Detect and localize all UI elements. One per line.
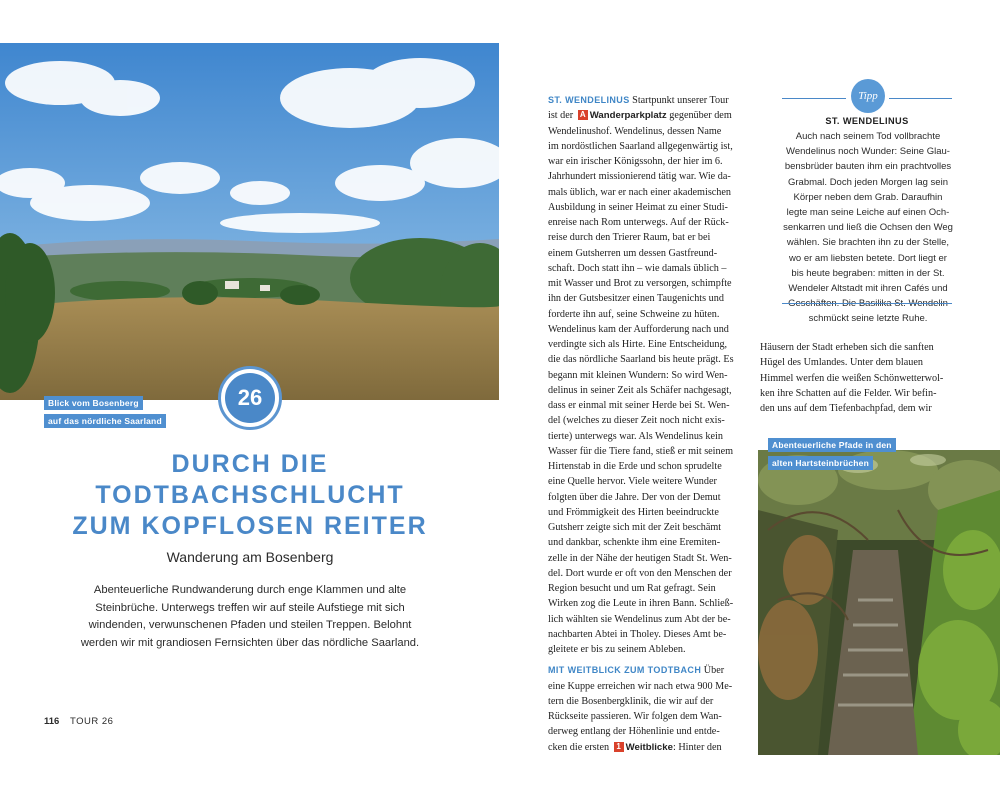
text-line: Ausbildung in seiner Heimat zu einer Studi- bbox=[548, 201, 728, 213]
text-line: enreise nach Rom unterwegs. Auf der Rück- bbox=[548, 217, 729, 228]
tipp-badge-text: Tipp bbox=[858, 90, 878, 102]
text-line: einem Gutsherren um dessen Gastfreund- bbox=[548, 247, 718, 259]
tip-box-rule-top-right bbox=[889, 98, 952, 99]
text-line: Rückseite passieren. Wir folgen dem Wan- bbox=[548, 711, 722, 722]
main-text-column bbox=[548, 93, 742, 755]
text-line: eine Quelle hervor. Viele weitere Wunder bbox=[548, 476, 717, 488]
tour-number-badge bbox=[218, 366, 282, 430]
text-span: cken die ersten bbox=[548, 741, 610, 753]
text-line: Wendelinushof. Wendelinus, dessen Name bbox=[548, 125, 722, 137]
text-line: del (welches zu dieser Zeit noch nicht exis- bbox=[548, 415, 725, 427]
text-line: verdingte sich als Hirte. Eine Entscheidung, bbox=[548, 339, 728, 350]
text-line: Wendelinus kam der Aufforderung nach und bbox=[548, 323, 729, 335]
text-line: Region besucht und um Rat gefragt. Sein bbox=[548, 583, 716, 594]
text-line: Wasser für die Tiere fand, stieß er mit seinem bbox=[548, 445, 734, 457]
text-line: Gutsherr zeigte sich mit der Zeit beschämt bbox=[548, 522, 722, 533]
tip-line: schmückt seine letzte Ruhe. bbox=[808, 313, 928, 325]
text-line: dass er einmal mit seiner Herde bei St. Wen- bbox=[548, 400, 730, 411]
intro-line: Abenteuerliche Rundwanderung durch enge Klammen und alte bbox=[93, 584, 407, 596]
text-line: im nordöstlichen Saarland allgegenwärtig ist, bbox=[548, 140, 733, 152]
caption-line: alten Hartsteinbrüchen bbox=[768, 456, 873, 470]
caption-line: auf das nördliche Saarland bbox=[44, 414, 166, 428]
parking-label: Wanderparkplatz bbox=[589, 110, 667, 122]
text-line: zelle in der Nähe der heutigen Stadt St. Wen- bbox=[548, 552, 732, 564]
tip-line: senkarren und ließ die Ochsen den Weg bbox=[783, 222, 953, 234]
page-number: 116 bbox=[44, 716, 60, 727]
section-heading: ST. WENDELINUS bbox=[548, 95, 630, 105]
intro-line: windenden, verwunschenen Pfaden und steilen Treppen. Belohnt bbox=[88, 619, 412, 631]
text-line: reise durch den Trierer Raum, bat er bei bbox=[548, 232, 711, 244]
text-line: tern die Bosenbergklinik, die wir auf der bbox=[548, 695, 714, 707]
text-line: del. Dort wurde er oft von den Menschen der bbox=[548, 567, 732, 579]
text-line: eine Kuppe erreichen wir nach etwa 900 Me- bbox=[548, 680, 733, 692]
text-line: Hirtenstab in die Erde und schon sprudelte bbox=[548, 461, 722, 472]
intro-text bbox=[20, 582, 480, 652]
page-footer bbox=[44, 716, 113, 727]
text-line: forderte ihn auf, seine Schweine zu hüten. bbox=[548, 308, 720, 320]
text-line: folgten über die Jahre. Der von der Demut bbox=[548, 491, 721, 503]
right-text-column bbox=[760, 340, 960, 416]
intro-line: Steinbrüche. Unterwegs treffen wir auf steile Aufstiege mit sich bbox=[95, 601, 405, 614]
text-span: gegenüber dem bbox=[669, 110, 732, 122]
text-line: tierte) unterwegs war. Als Wendelinus kein bbox=[548, 430, 723, 442]
title-line: DURCH DIE bbox=[171, 450, 329, 478]
tip-line: Wendelinus noch Wunder: Seine Glau- bbox=[786, 146, 950, 158]
marker-1: 1 bbox=[614, 742, 624, 752]
section-heading: MIT WEITBLICK ZUM TODTBACH bbox=[548, 665, 702, 676]
text-line: gleitete er bis zu seinem Ableben. bbox=[548, 644, 686, 655]
text-line: derweg entlang der Höhenlinie und entde- bbox=[548, 726, 720, 738]
tipp-badge bbox=[851, 79, 885, 113]
tip-line: wo er am liebsten betete. Dort liegt er bbox=[789, 252, 947, 264]
forest-photo bbox=[758, 450, 1000, 755]
landscape-photo-caption bbox=[44, 393, 166, 429]
text-line: lich wählten sie Wendelinus zum Abt der be- bbox=[548, 613, 731, 625]
text-line: war ein irischer Königssohn, der hier im 6. bbox=[548, 156, 723, 167]
tip-line: wählen. Sie brachten ihn zu der Stelle, bbox=[786, 237, 950, 249]
text-line: delinus in seiner Zeit als Schäfer nachgesagt, bbox=[548, 384, 732, 396]
tip-box-heading: ST. WENDELINUS bbox=[825, 116, 909, 126]
caption-line: Blick vom Bosenberg bbox=[44, 396, 143, 410]
text-line: und Frömmigkeit des Hirten beeindruckte bbox=[548, 506, 719, 518]
tip-line: legte man seine Leiche auf einen Och- bbox=[786, 207, 950, 219]
weitblicke-label: Weitblicke bbox=[625, 741, 673, 753]
tip-line: Wendeler Altstadt mit ihren Cafés und bbox=[788, 283, 948, 295]
footer-label: TOUR 26 bbox=[69, 716, 114, 727]
text-span: ist der bbox=[548, 110, 574, 122]
text-line: Himmel werfen die weißen Schönwetterwol- bbox=[760, 372, 944, 384]
text-line: Jahrhundert missionierend tätig war. Wie da- bbox=[548, 171, 731, 183]
title-line: TODTBACHSCHLUCHT bbox=[95, 481, 405, 509]
title-line: ZUM KOPFLOSEN REITER bbox=[72, 512, 428, 540]
tip-box-rule-top-left bbox=[782, 98, 846, 99]
text-line: begann mit kleinen Wundern: So wird Wen- bbox=[548, 369, 728, 381]
caption-line: Abenteuerliche Pfade in den bbox=[768, 438, 896, 452]
text-line: schaft. Doch statt ihn – wie damals üblich – bbox=[548, 262, 727, 274]
text-line: Wirken zog die Leute in ihren Bann. Schließ- bbox=[548, 598, 734, 610]
text-line: Hügel des Umlandes. Unter dem blauen bbox=[760, 357, 923, 369]
tip-line: Grabmal. Doch jeden Morgen lag sein bbox=[787, 176, 948, 188]
text-span: : Hinter den bbox=[672, 741, 722, 753]
tip-box-rule-bottom bbox=[782, 303, 952, 304]
tip-line: Körper neben dem Grab. Daraufhin bbox=[793, 191, 943, 203]
forest-photo-caption bbox=[768, 435, 896, 471]
marker-a: A bbox=[578, 110, 588, 120]
text-line: nachbarten Abtei in Tholey. Dieses Amt be- bbox=[548, 628, 727, 640]
tip-line: bensbrüder bauten ihm ein prachtvolles bbox=[784, 161, 952, 173]
text-line: mit Wasser und Brot zu versorgen, schimpfte bbox=[548, 278, 732, 289]
text-line: ihn der Gutsbesitzer einen Taugenichts und bbox=[548, 293, 724, 305]
landscape-photo bbox=[0, 43, 499, 400]
subtitle: Wanderung am Bosenberg bbox=[166, 549, 334, 565]
text-line: mals üblich, war er nach einer akademischen bbox=[548, 186, 732, 198]
page-title bbox=[30, 449, 470, 542]
text-line: den uns auf dem Tiefenbachpfad, dem wir bbox=[760, 403, 932, 414]
text-span: Startpunkt unserer Tour bbox=[632, 95, 729, 106]
tip-line: Auch nach seinem Tod vollbrachte bbox=[795, 131, 941, 142]
text-line: Häusern der Stadt erheben sich die sanften bbox=[760, 342, 934, 353]
text-span: Über bbox=[703, 665, 725, 677]
text-line: und dankbar, schenkte ihm eine Eremiten- bbox=[548, 537, 721, 549]
text-line: die das nördliche Saarland bis heute prägt. Es bbox=[548, 354, 734, 366]
tip-box-body bbox=[776, 129, 960, 327]
intro-line: werden wir mit grandiosen Fernsichten über das nördliche Saarland. bbox=[80, 636, 420, 649]
tip-line: bis heute begraben: mitten in der St. bbox=[791, 267, 945, 279]
tour-number: 26 bbox=[237, 385, 263, 410]
text-line: ken ihre Schatten auf die Felder. Wir befin- bbox=[760, 387, 937, 399]
